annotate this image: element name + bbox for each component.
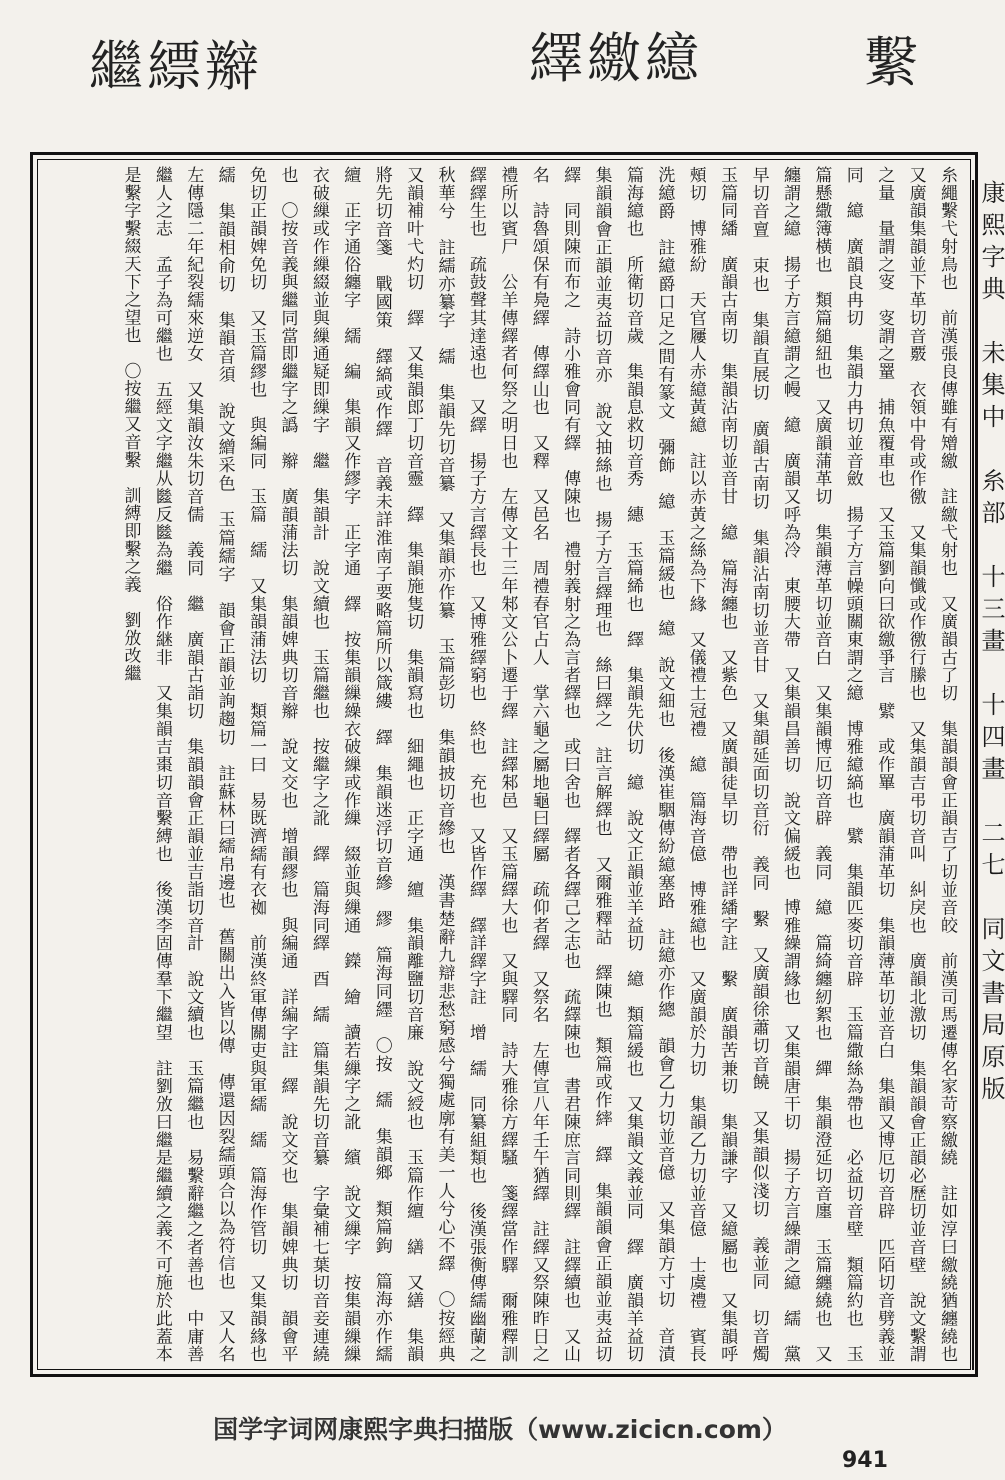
seal-group-left bbox=[90, 28, 258, 106]
scan-source-footer: 国学字词网康熙字典扫描版（www.zicicn.com） bbox=[213, 1415, 787, 1444]
seal-character: 繼 bbox=[89, 35, 143, 98]
entry-text: 糸繩繫弋射鳥也 前漢張良傳雖有矰繳 註繳弋射也 又廣韻古了切 集韻韻會正韻吉了切並音皎 前漢司馬遷傳名家苛察繳繞 註如淳曰繳繞猶纏繞也 又廣韻集韻並下革切音覈 衣領中骨或作徼 又集韻懺或作徼行縢也 又集韻吉弔切音叫 糾戾也 廣韻北激切 集韻韻會正韻必歷切並音壁 說文繫謂之量 量謂之叜 叜謂之罿 捕魚覆車也 又玉篇劉向曰欲繳爭言 繴 或作罼 廣韻蒲革切 集韻薄革切並音白 集韻又博厄切音辟 匹陌切音劈義並同 繶 廣韻良冉切 集韻力冉切並音斂 揚子方言幧頭關東謂之繶 博雅繶縞也 繴 集韻匹麥切音辟 玉篇繖絲為帶也 必益切音壁 類篇約也 玉篇懸繖簿橫也 類篇縋紐也 又廣韻蒲革切 集韻薄革切並音白 又集韻博厄切音辟 義同 繶 篇綺纏紉絮也 繟 集韻澄延切音廛 玉篇纏繞也 又纏謂之繶 揚子方言繶謂之幔 繶 廣韻又呼為冷 東腰大帶 又集韻昌善切 說文偏緩也 博雅繰謂緣也 又集韻唐干切 揚子方言繰謂之繶 繻 黨早切音亶 束也 集韻直展切 廣韻古南切 集韻沾南切並音甘 又集韻延面切音衍 義同 繫 又廣韻徐蕭切音饒 又集韻似淺切 義並同 切音燭 玉篇同繙 廣韻古南切 集韻沾南切並音甘 繶 篇海纏也 又紫色 又廣韻徒旱切 帶也詳繙字註 繫 廣韻苦兼切 集韻謙字 又繶屬也 又集韻呼頰切 博雅紛 天官屨人赤繶黃繶 註以赤黃之絲為下緣 又儀禮士冠禮 繶 篇海音億 博雅繶也 又廣韻於力切 集韻乙力切並音億 士虞禮 賓長洗繶爵 註繶爵口足之間有篆文 彌飾 繶 玉篇緩也 繶 說文細也 後漢崔駰傳紛繶塞路 註繶亦作總 韻會乙力切並音億 又集韻方寸切 音漬 篇海繶也 所衛切音歲 集韻息救切音秀 繐 玉篇絺也 繹 集韻先伏切 繶 說文正韻並羊益切 繶 類篇緩也 又集韻文義並同 繹 廣韻羊益切 集韻韻會正韻並夷益切音亦 說文抽絲也 揚子方言繹理也 絲曰繹之 註言解繹也 又爾雅釋詁 繹陳也 類篇或作繂 繹 集韻韻會正韻並夷益切 繹 同則陳而布之 詩小雅會同有繹 傳陳也 禮射義射之為言者繹也 或曰舍也 繹者各繹己之志也 疏繹陳也 書君陳庶言同則繹 註繹續也 又山名 詩魯頌保有鳧繹 傳繹山也 又釋 又邑名 周禮春官占人 掌六龜之屬地龜曰繹屬 疏仰者繹 又祭名 左傳宣八年壬午猶繹 註繹又祭陳昨日之禮所以賓尸 公羊傳繹者何祭之明日也 左傳文十三年邾文公卜遷于繹 註繹邾邑 又玉篇繹大也 又與驛同 詩大雅徐方繹騷 箋繹當作驛 爾雅釋訓繹繹生也 疏鼓聲其達遠也 又繹 揚子方言繹長也 又博雅繹窮也 終也 充也 又皆作繹 繹詳繹字註 增 繻 同纂組類也 後漢張衡傳繻幽蘭之秋華兮 註繻亦纂字 繻 集韻先切音纂 又集韻亦作纂 玉篇彭切 集韻披切音縿也 漢書楚辭九辯悲愁窮感兮獨處廓有美一人兮心不繹 〇按經典 又韻補叶弋灼切 繹 又集韻郎丁切音靈 繹 集韻施隻切 集韻寫也 細繩也 正字通 繵 集韻離鹽切音廉 說文綬也 玉篇作繵 繕 又繕 集韻將先切音箋 戰國策 繹縞或作繹 音義未詳淮南子要略篇所以箴縷 繹 集韻迷浮切音縿 繆 篇海同纆 〇按 繻 集韻鄉 類篇鉤 篇海亦作繻 繵 正字通俗纏字 繻 編 集韻又作繆字 正字通 繹 按集韻繅繰衣破繅或作繅 綴並與繅通 鑅 繪 讀若繅字之訛 繽 說文繅字 按集韻繅繅衣破繅或作繅綴並與繅通疑即繅字 繼 集韻計 說文續也 玉篇繼也 按繼字之訛 繹 篇海同繹 酉 繻 篇集韻先切音纂 字彙補七葉切音妾連繞也 〇按音義與繼同當即繼字之譌 辮 廣韻蒲法切 集韻婢典切音辮 說文交也 增韻繆也 與編通 詳編字註 繹 說文交也 集韻婢典切 韻會平免切正韻婢免切 又玉篇繆也 與編同 玉篇 繻 又集韻蒲法切 類篇一曰 易既濟繻有衣袽 前漢終軍傳關吏與軍繻 繻 篇海作管切 又集韻緣也 繻 集韻相俞切 集韻音須 說文繒采色 玉篇繻字 韻會正韻並詢趨切 註蘇林曰繻帛邊也 舊關出入皆以傳 傳還因裂繻頭合以為符信也 又人名 左傳隱二年紀裂繻來逆女 又集韻汝朱切音儒 義同 繼 廣韻古詣切 集韻韻會正韻並吉詣切音計 說文續也 玉篇繼也 易繫辭繼之者善也 中庸善繼人之志 孟子為可繼也 五經文字繼从㡭反㡭為繼 俗作継非 又集韻吉棗切音繫縛也 後漢李固傳羣下繼望 註劉攽曰繼是繼續之義不可施於此蓋本是繫字繫綴天下之望也 〇按繼又音繫 訓縛即繫之義 劉攽改繼 bbox=[120, 166, 957, 1381]
page-frame-inner bbox=[37, 159, 971, 1381]
seal-character: 繳 bbox=[587, 27, 641, 90]
page-number: 941 bbox=[842, 1448, 888, 1473]
spine-label: 康熙字典 未集中 糸部 十三畫 十四畫 二七 同文書局原版 bbox=[977, 180, 1005, 1108]
seal-character: 繫 bbox=[864, 31, 918, 94]
seal-group-right bbox=[865, 24, 917, 102]
seal-script-header bbox=[60, 10, 990, 130]
seal-group-middle bbox=[530, 20, 698, 98]
seal-character: 繶 bbox=[645, 27, 699, 90]
dictionary-entries bbox=[46, 166, 962, 1381]
page-spine bbox=[972, 180, 1005, 1370]
seal-character: 繹 bbox=[529, 27, 583, 90]
page-frame bbox=[30, 152, 978, 1381]
seal-character: 辮 bbox=[205, 35, 259, 98]
seal-character: 縹 bbox=[147, 35, 201, 98]
